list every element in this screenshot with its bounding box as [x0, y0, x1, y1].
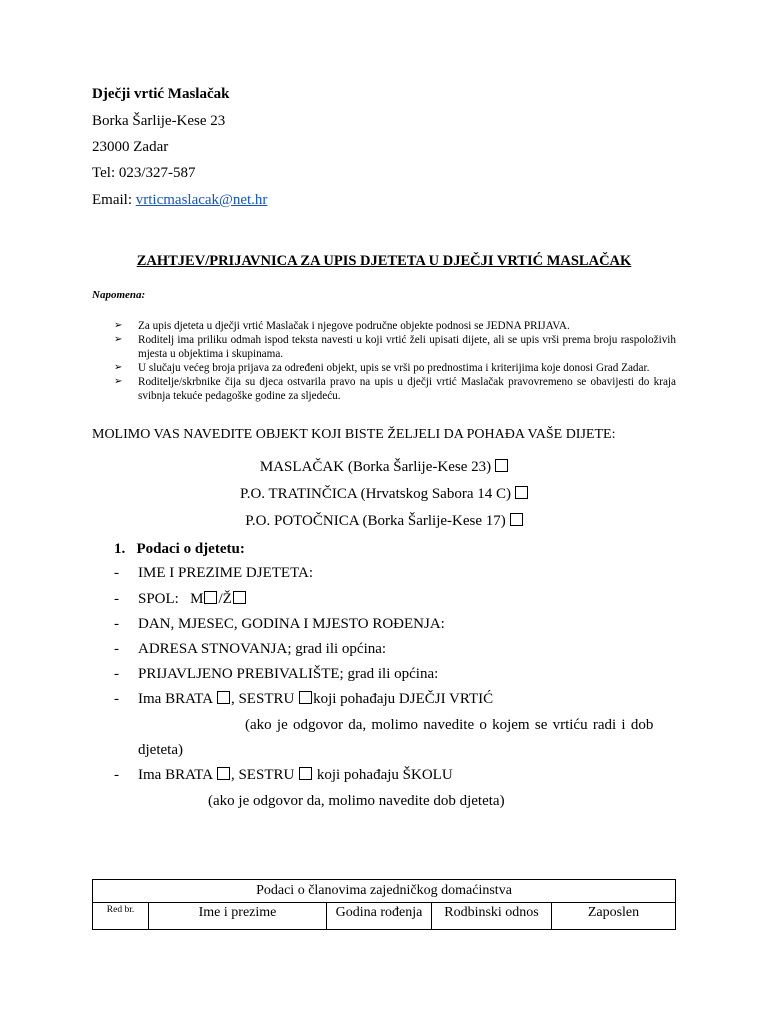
col-header-employed: Zaposlen	[552, 903, 676, 930]
org-street: Borka Šarlije-Kese 23	[92, 113, 226, 129]
table-header-row	[93, 903, 676, 930]
table-caption: Podaci o članovima zajedničkog domaćinstva	[93, 880, 676, 903]
form-title: ZAHTJEV/PRIJAVNICA ZA UPIS DJETETA U DJEČJI VRTIĆ MASLAČAK	[136, 253, 632, 269]
list-dash: -	[114, 767, 119, 783]
table-caption-row	[93, 880, 676, 903]
org-name: Dječji vrtić Maslačak	[92, 86, 230, 102]
note-heading: Napomena:	[92, 289, 146, 301]
sister-school-checkbox[interactable]	[299, 767, 312, 780]
notes-list	[92, 319, 676, 403]
school-label: koji pohađaju ŠKOLU	[316, 767, 453, 783]
household-table	[92, 879, 676, 930]
child-name-field[interactable]: IME I PREZIME DJETETA:	[138, 565, 314, 581]
siblings-kg-note-text: (ako je odgovor da, molimo navedite o kojem se vrtiću radi i dob	[245, 717, 654, 733]
object-option-maslacak	[92, 459, 676, 476]
object-checkbox[interactable]	[515, 486, 528, 499]
brother-label: Ima BRATA	[138, 767, 213, 783]
siblings-school-field	[138, 767, 453, 784]
object-checkbox[interactable]	[495, 459, 508, 472]
sister-label: , SESTRU	[230, 691, 295, 707]
col-header-name: Ime i prezime	[149, 903, 327, 930]
list-dash: -	[114, 565, 119, 581]
arrow-bullet-icon: ➢	[114, 320, 123, 331]
siblings-kg-note-cont: djeteta)	[138, 742, 183, 758]
siblings-kindergarten-field	[138, 691, 493, 708]
email-link[interactable]: vrticmaslacak@net.hr	[135, 192, 268, 208]
child-residence-field[interactable]: PRIJAVLJENO PREBIVALIŠTE; grad ili općina:	[138, 666, 439, 682]
arrow-bullet-icon: ➢	[114, 376, 123, 387]
object-checkbox[interactable]	[510, 513, 523, 526]
org-email-line	[92, 192, 267, 209]
col-header-relation: Rodbinski odnos	[432, 903, 552, 930]
list-dash: -	[114, 666, 119, 682]
note-text: Za upis djeteta u dječji vrtić Maslačak i njegove područne objekte podnosi se JEDNA PRIJAVA.	[138, 320, 570, 332]
note-text: Roditelje/skrbnike čija su djeca ostvarila pravo na upis u dječji vrtić Maslačak pravovremeno se obavijesti do kraja svibnja tekuće pedagoške godine za sljedeću.	[138, 376, 676, 402]
arrow-bullet-icon: ➢	[114, 362, 123, 373]
sex-m-label: M	[190, 591, 204, 607]
sex-f-label: /Ž	[218, 591, 232, 607]
arrow-bullet-icon: ➢	[114, 334, 123, 345]
list-dash: -	[114, 616, 119, 632]
object-label: MASLAČAK (Borka Šarlije-Kese 23)	[259, 459, 492, 475]
note-item	[92, 333, 676, 361]
list-dash: -	[114, 691, 119, 707]
siblings-school-note: (ako je odgovor da, molimo navedite dob djeteta)	[208, 793, 505, 809]
list-dash: -	[114, 591, 119, 607]
note-item	[92, 319, 676, 333]
object-label: P.O. TRATINČICA (Hrvatskog Sabora 14 C)	[240, 486, 511, 502]
brother-label: Ima BRATA	[138, 691, 213, 707]
sister-kg-checkbox[interactable]	[299, 691, 312, 704]
section-number: 1.	[114, 541, 126, 557]
child-birth-field[interactable]: DAN, MJESEC, GODINA I MJESTO ROĐENJA:	[138, 616, 445, 632]
col-header-no: Red br.	[93, 903, 149, 930]
sex-m-checkbox[interactable]	[204, 591, 217, 604]
kindergarten-label: koji pohađaju DJEČJI VRTIĆ	[313, 691, 494, 707]
child-sex-field	[138, 591, 247, 608]
note-item	[92, 361, 676, 375]
list-dash: -	[114, 641, 119, 657]
note-text: U slučaju većeg broja prijava za određeni objekt, upis se vrši po prednostima i kriterijima koje donosi Grad Zadar.	[138, 362, 650, 374]
object-option-tratincica	[92, 486, 676, 503]
object-option-potocnica	[92, 513, 676, 530]
sister-label: , SESTRU	[230, 767, 295, 783]
org-phone: Tel: 023/327-587	[92, 165, 196, 181]
note-text: Roditelj ima priliku odmah ispod teksta navesti u koji vrtić želi upisati dijete, ali se upis vrši prema broju raspoloživih mjesta u objektima i skupinama.	[138, 334, 676, 360]
sex-f-checkbox[interactable]	[233, 591, 246, 604]
org-city: 23000 Zadar	[92, 139, 169, 155]
brother-school-checkbox[interactable]	[217, 767, 230, 780]
sex-label: SPOL:	[138, 591, 179, 607]
child-address-field[interactable]: ADRESA STNOVANJA; grad ili općina:	[138, 641, 387, 657]
col-header-birth-year: Godina rođenja	[327, 903, 432, 930]
siblings-kg-note	[245, 717, 653, 734]
section-title: Podaci o djetetu:	[136, 541, 245, 557]
section-child-heading	[114, 541, 245, 558]
note-item	[92, 375, 676, 403]
objects-prompt: MOLIMO VAS NAVEDITE OBJEKT KOJI BISTE ŽELJELI DA POHAĐA VAŠE DIJETE:	[92, 427, 616, 442]
brother-kg-checkbox[interactable]	[217, 691, 230, 704]
email-label: Email:	[92, 192, 136, 208]
object-label: P.O. POTOČNICA (Borka Šarlije-Kese 17)	[245, 513, 506, 529]
